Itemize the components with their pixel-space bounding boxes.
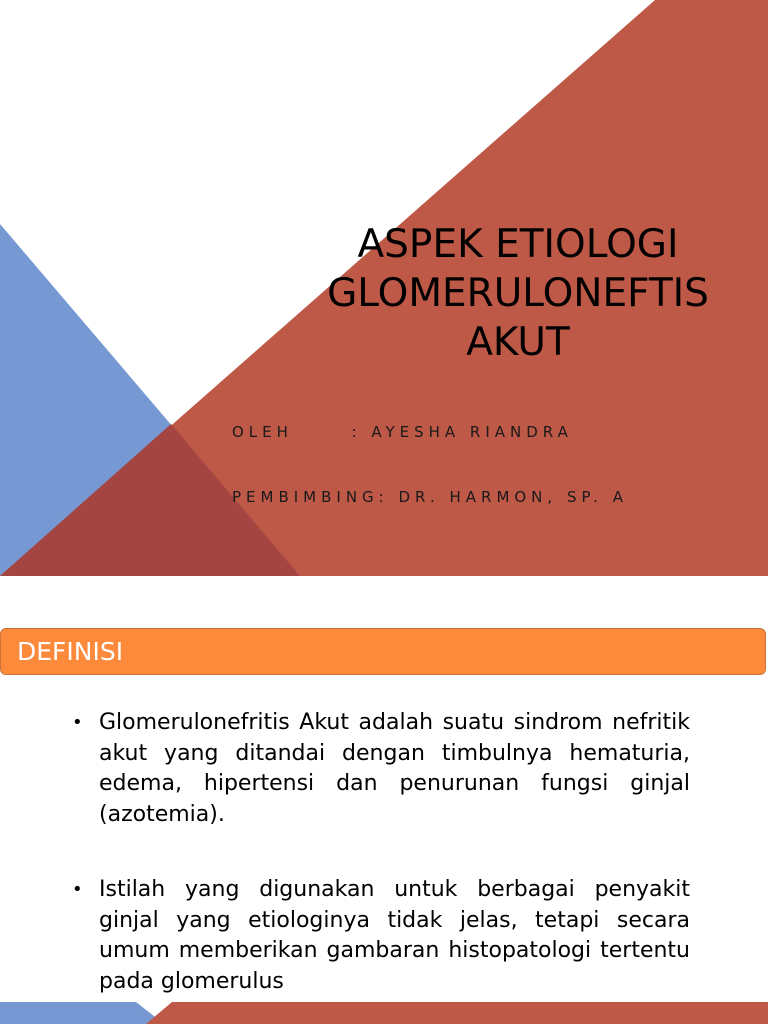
supervisor-line: PEMBIMBING: DR. HARMON, SP. A	[232, 488, 628, 506]
author-line: OLEH : AYESHA RIANDRA	[232, 423, 573, 441]
title-line-3: AKUT	[466, 320, 570, 365]
list-item	[70, 875, 690, 997]
slide-subtitle	[232, 386, 752, 552]
bullet-icon: •	[72, 712, 83, 733]
bullet-list	[70, 708, 690, 1024]
bullet-icon: •	[72, 879, 83, 900]
bullet-text: Istilah yang digunakan untuk berbagai penyakit ginjal yang etiologinya tidak jelas, tetapi secara umum memberikan gambaran histopatologi tertentu pada glomerulus	[99, 877, 690, 994]
definition-slide	[0, 576, 768, 1024]
slide-title	[300, 220, 736, 367]
bullet-text: Glomerulonefritis Akut adalah suatu sindrom nefritik akut yang ditandai dengan timbulnya hematuria, edema, hipertensi dan penurunan fungsi ginjal (azotemia).	[99, 710, 690, 827]
title-line-1: ASPEK ETIOLOGI	[357, 222, 679, 267]
list-item	[70, 708, 690, 830]
title-line-2: GLOMERULONEFTIS	[327, 271, 709, 316]
section-title: DEFINISI	[17, 637, 124, 666]
section-header-bar	[0, 628, 766, 675]
